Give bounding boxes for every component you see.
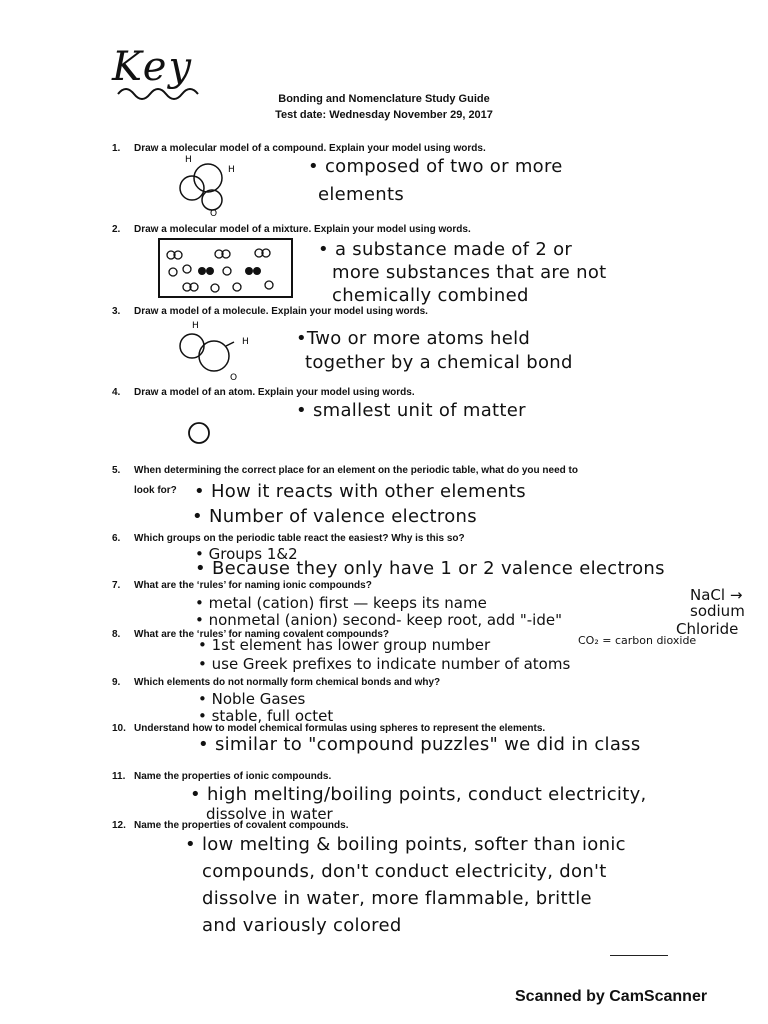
question-5: 5. When determining the correct place for an element on the periodic table, what do you need to [112, 465, 578, 476]
h-label: H [192, 321, 199, 331]
h-label: H [228, 165, 235, 175]
compound-molecule-drawing [172, 152, 242, 218]
answer-5-line-1: • How it reacts with other elements [194, 481, 526, 502]
question-6: 6. Which groups on the periodic table react the easiest? Why is this so? [112, 533, 465, 544]
question-7: 7. What are the ‘rules’ for naming ionic compounds? [112, 580, 372, 591]
question-9: 9. Which elements do not normally form chemical bonds and why? [112, 677, 441, 688]
answer-12-line-2: compounds, don't conduct electricity, don't [202, 861, 607, 882]
answer-11-line-1: • high melting/boiling points, conduct electricity, [190, 784, 647, 805]
h-label: H [185, 155, 192, 165]
h-label: H [242, 337, 249, 347]
answer-1-line-1: • composed of two or more [308, 156, 563, 177]
question-1: 1. Draw a molecular model of a compound. Explain your model using words. [112, 143, 486, 154]
answer-5-line-2: • Number of valence electrons [192, 506, 477, 527]
answer-1-line-2: elements [318, 184, 405, 205]
answer-4-line-1: • smallest unit of matter [296, 400, 526, 421]
answer-3-line-1: •Two or more atoms held [296, 328, 531, 349]
answer-8-line-1: • 1st element has lower group number [198, 636, 491, 654]
answer-7-example-line-2: sodium [690, 602, 745, 620]
answer-7-example-line-3: Chloride [676, 620, 739, 638]
question-2: 2. Draw a molecular model of a mixture. Explain your model using words. [112, 224, 471, 235]
scanner-watermark: Scanned by CamScanner [515, 988, 708, 1005]
answer-12-line-4: and variously colored [202, 915, 402, 936]
question-8: 8. What are the ‘rules’ for naming covalent compounds? [112, 629, 390, 640]
question-10: 10. Understand how to model chemical formulas using spheres to represent the elements. [112, 723, 546, 734]
page-subtitle: Test date: Wednesday November 29, 2017 [275, 109, 493, 121]
question-4: 4. Draw a model of an atom. Explain your model using words. [112, 387, 415, 398]
page-title: Bonding and Nomenclature Study Guide [278, 93, 490, 105]
answer-2-line-3: chemically combined [332, 285, 529, 306]
molecule-drawing [176, 318, 256, 384]
mixture-drawing [157, 237, 295, 301]
question-5-continued: look for? [134, 485, 177, 496]
answer-6-line-1: • Groups 1&2 [195, 545, 298, 563]
answer-7-example-line-1: NaCl → [690, 586, 743, 604]
answer-9-line-1: • Noble Gases [198, 690, 306, 708]
answer-8-example: CO₂ = carbon dioxide [578, 634, 697, 647]
answer-12-line-3: dissolve in water, more flammable, brittle [202, 888, 592, 909]
atom-drawing [186, 420, 212, 446]
answer-9-line-2: • stable, full octet [198, 707, 334, 725]
o-label: O [230, 373, 238, 383]
answer-10-line-1: • similar to "compound puzzles" we did in class [198, 734, 641, 755]
question-11: 11. Name the properties of ionic compounds. [112, 771, 332, 782]
o-label: O [210, 209, 218, 218]
divider-line [610, 955, 668, 956]
answer-3-line-2: together by a chemical bond [305, 352, 573, 373]
key-label: Key [112, 44, 194, 90]
question-3: 3. Draw a model of a molecule. Explain your model using words. [112, 306, 428, 317]
answer-2-line-1: • a substance made of 2 or [318, 239, 573, 260]
answer-7-line-2: • nonmetal (anion) second- keep root, add "-ide" [195, 611, 562, 629]
answer-12-line-1: • low melting & boiling points, softer than ionic [185, 834, 626, 855]
answer-2-line-2: more substances that are not [332, 262, 607, 283]
answer-7-line-1: • metal (cation) first — keeps its name [195, 594, 487, 612]
answer-8-line-2: • use Greek prefixes to indicate number of atoms [198, 655, 571, 673]
answer-6-line-2: • Because they only have 1 or 2 valence electrons [195, 558, 665, 579]
answer-11-line-2: dissolve in water [206, 805, 333, 823]
question-12: 12. Name the properties of covalent compounds. [112, 820, 349, 831]
